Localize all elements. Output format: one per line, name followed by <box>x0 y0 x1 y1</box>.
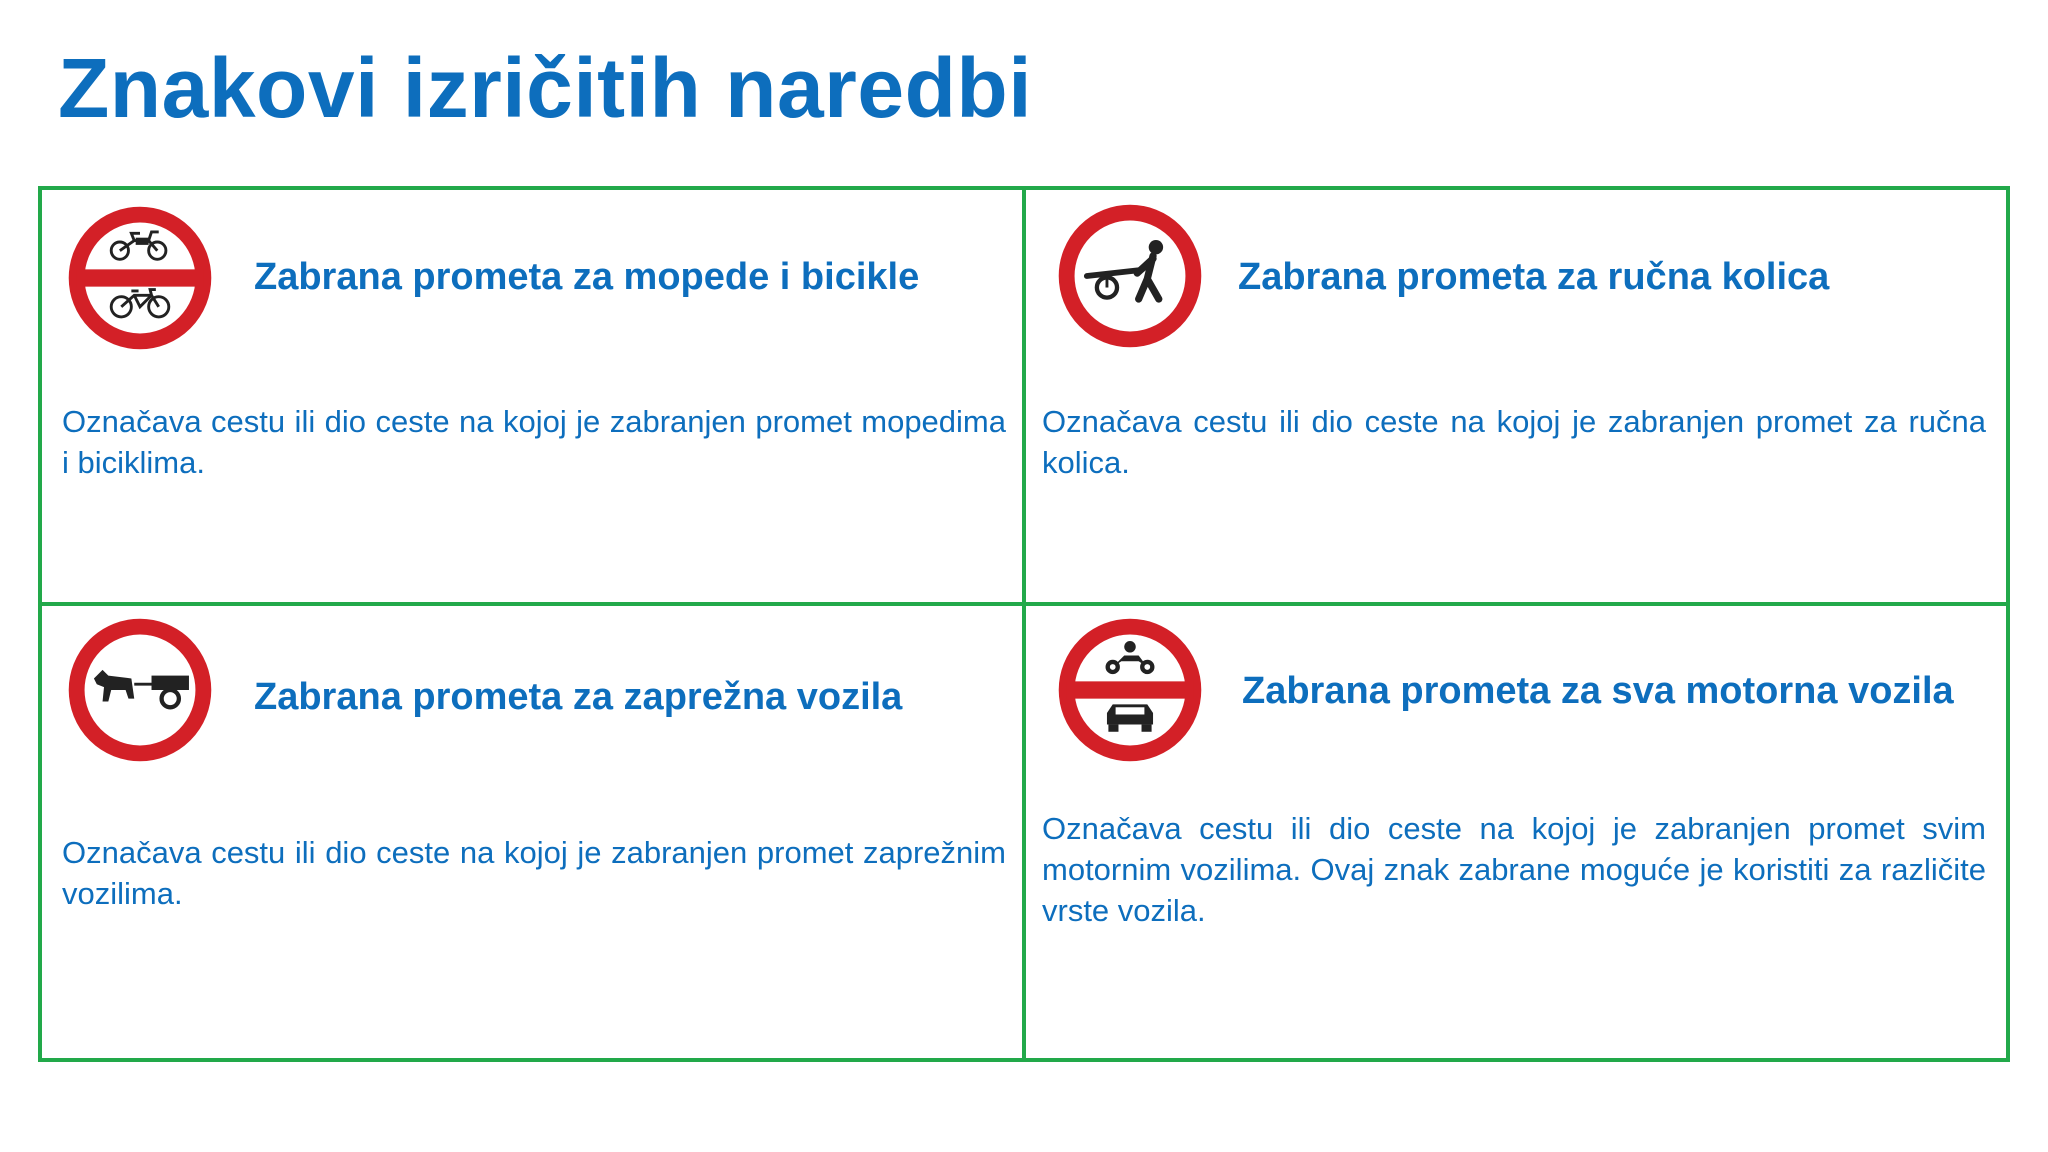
sign-card-horse-drawn <box>42 606 1026 1058</box>
sign-title: Zabrana prometa za ručna kolica <box>1238 256 1830 298</box>
sign-description: Označava cestu ili dio ceste na kojoj je zabranjen promet zaprežnim vozilima. <box>62 835 1006 911</box>
sign-description: Označava cestu ili dio ceste na kojoj je zabranjen promet mopedima i biciklima. <box>62 404 1006 480</box>
sign-title: Zabrana prometa za sva motorna vozila <box>1242 670 1954 712</box>
sign-title: Zabrana prometa za zaprežna vozila <box>254 676 903 718</box>
no-motor-vehicles-sign-icon <box>1058 618 1202 762</box>
no-horse-drawn-vehicles-sign-icon <box>68 618 212 762</box>
page-title: Znakovi izričitih naredbi <box>58 41 1033 135</box>
signs-grid <box>38 186 2010 1062</box>
no-handcarts-sign-icon <box>1058 204 1202 348</box>
sign-title: Zabrana prometa za mopede i bicikle <box>254 256 920 298</box>
sign-description: Označava cestu ili dio ceste na kojoj je zabranjen promet svim motornim vozilima. Ovaj znak zabrane moguće je koristiti za različite vrste vozila. <box>1042 811 1986 928</box>
sign-card-motor-vehicles <box>1026 606 2010 1058</box>
sign-description: Označava cestu ili dio ceste na kojoj je zabranjen promet za ručna kolica. <box>1042 404 1986 480</box>
no-mopeds-bicycles-sign-icon <box>68 206 212 350</box>
sign-card-mopeds-bicycles <box>42 190 1026 606</box>
sign-card-handcarts <box>1026 190 2010 606</box>
